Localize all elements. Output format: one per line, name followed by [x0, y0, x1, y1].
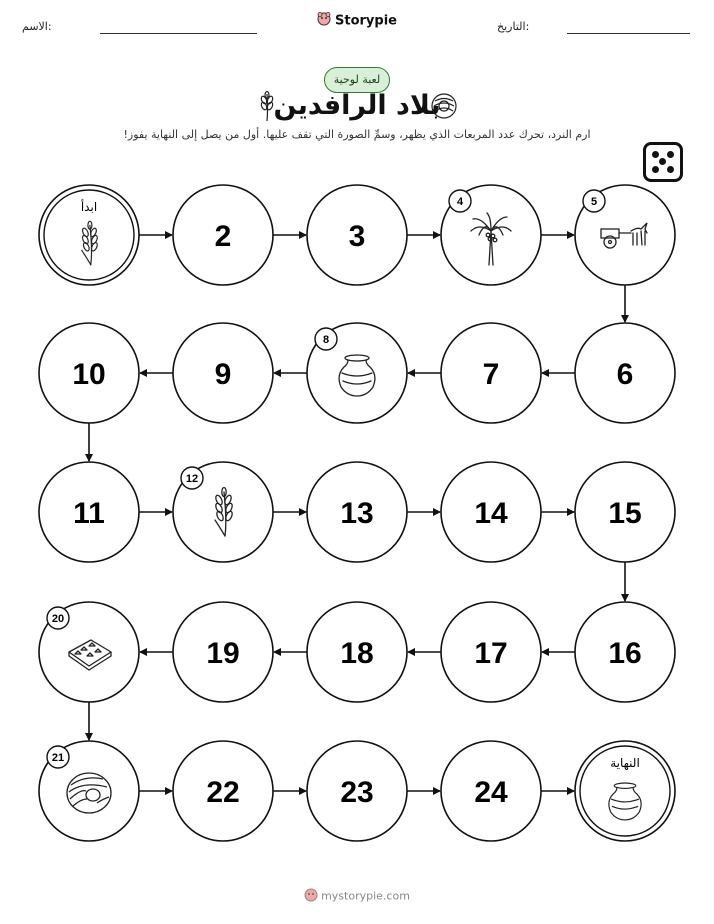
- footer: [0, 888, 714, 905]
- cell-number: 7: [482, 358, 500, 391]
- cell-number: 13: [340, 497, 374, 530]
- cell-number: 3: [348, 220, 366, 253]
- board-cell-20[interactable]: [39, 602, 139, 702]
- board-cell-13[interactable]: [307, 462, 407, 562]
- cell-number-badge: 4: [456, 196, 464, 208]
- cell-number: 6: [616, 358, 634, 391]
- cell-number: 16: [608, 637, 642, 670]
- cell-number: 17: [474, 637, 508, 670]
- board-cell-5[interactable]: [575, 185, 675, 285]
- cell-number: 22: [206, 776, 240, 809]
- brand-name: Storypie: [335, 13, 397, 29]
- date-label: التاريخ:: [497, 20, 530, 33]
- board-cell-6[interactable]: [575, 323, 675, 423]
- game-instructions: ارم النرد، تحرك عدد المربعات الذي يظهر، وسمِّ الصورة التي تقف عليها. أول من يصل إلى النهاية يفوز!: [123, 128, 591, 141]
- board-cells: [39, 185, 675, 841]
- page-title: بلاد الرافدين: [273, 90, 441, 121]
- board-cell-21[interactable]: [39, 741, 139, 841]
- board-cell-17[interactable]: [441, 602, 541, 702]
- cell-number-badge: 12: [185, 473, 199, 485]
- cell-number-badge: 8: [322, 334, 330, 346]
- storypie-logo-icon: [304, 888, 318, 905]
- board-cell-10[interactable]: [39, 323, 139, 423]
- board-cell-7[interactable]: [441, 323, 541, 423]
- cell-number: 11: [73, 497, 105, 530]
- board-cell-2[interactable]: [173, 185, 273, 285]
- board-cell-19[interactable]: [173, 602, 273, 702]
- board-cell-16[interactable]: [575, 602, 675, 702]
- name-label: الاسم:: [22, 20, 52, 33]
- board-cell-15[interactable]: [575, 462, 675, 562]
- cell-number: 2: [214, 220, 232, 253]
- cell-number: 14: [474, 497, 508, 530]
- cell-number: 24: [474, 776, 508, 809]
- board-cell-1[interactable]: [39, 185, 139, 285]
- board-cell-22[interactable]: [173, 741, 273, 841]
- board-cell-9[interactable]: [173, 323, 273, 423]
- cell-number-badge: 21: [51, 752, 65, 764]
- cell-number: 19: [206, 637, 240, 670]
- cell-number-badge: 20: [51, 613, 65, 625]
- board-cell-25[interactable]: [575, 741, 675, 841]
- cell-number: 10: [72, 358, 106, 391]
- board-cell-8[interactable]: [307, 323, 407, 423]
- footer-url[interactable]: mystorypie.com: [321, 889, 410, 903]
- board-cell-11[interactable]: [39, 462, 139, 562]
- board-cell-14[interactable]: [441, 462, 541, 562]
- board-cell-3[interactable]: [307, 185, 407, 285]
- board-cell-18[interactable]: [307, 602, 407, 702]
- start-label: ابدأ: [80, 200, 98, 214]
- cell-number: 23: [340, 776, 374, 809]
- board-cell-4[interactable]: [441, 185, 541, 285]
- board-cell-12[interactable]: [173, 462, 273, 562]
- cell-number-badge: 5: [590, 196, 598, 208]
- end-label: النهاية: [610, 756, 640, 770]
- cell-number: 18: [340, 637, 374, 670]
- cell-number: 9: [214, 358, 232, 391]
- board-cell-24[interactable]: [441, 741, 541, 841]
- cell-number: 15: [608, 497, 642, 530]
- board-cell-23[interactable]: [307, 741, 407, 841]
- game-type-badge: لعبة لوحية: [324, 67, 390, 93]
